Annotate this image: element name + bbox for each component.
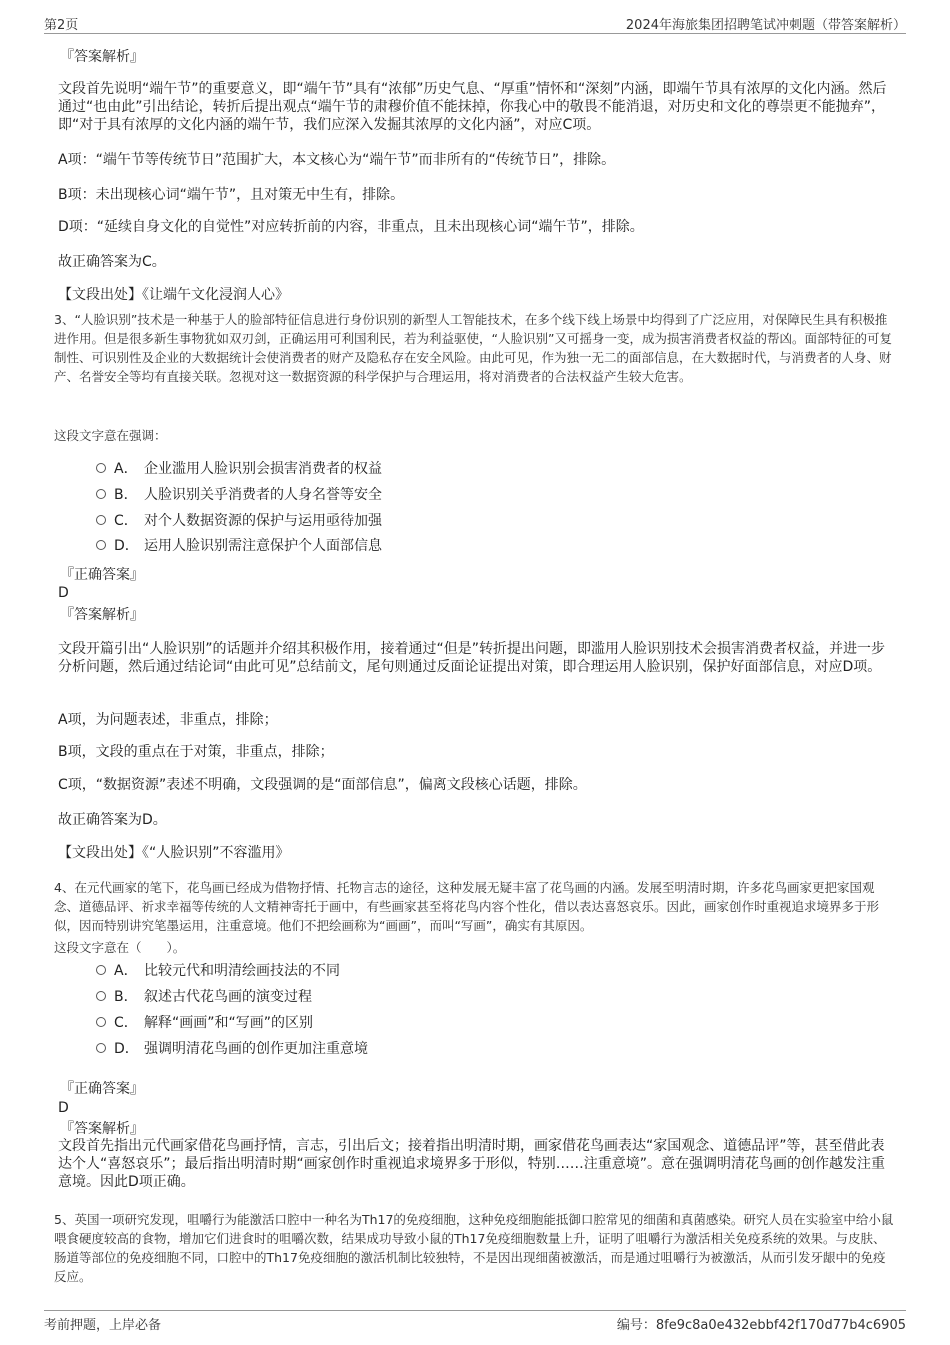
- footer-divider: [44, 1310, 906, 1311]
- q3-option-b-analysis: B项，文段的重点在于对策，非重点，排除；: [58, 744, 334, 760]
- q3-option-a-analysis: A项，为问题表述，非重点，排除；: [58, 712, 278, 728]
- q3-source: 【文段出处】《“人脸识别”不容滥用》: [58, 845, 290, 861]
- q2-source: 【文段出处】《让端午文化浸润人心》: [58, 287, 289, 303]
- document-code: 编号：8fe9c8a0e432ebbf42f170d77b4c6905: [616, 1318, 906, 1333]
- radio-icon[interactable]: [96, 515, 106, 525]
- q3-option-c-analysis: C项，“数据资源”表述不明确，文段强调的是“面部信息”，偏离文段核心话题，排除。: [58, 777, 587, 793]
- q3-analysis-text: 文段开篇引出“人脸识别”的话题并介绍其积极作用，接着通过“但是”转折提出问题，即滥用人脸识别技术会损害消费者权益，并进一步分析问题，然后通过结论词“由此可见”总结前文，尾句则通过反面论证提出对策，即合理运用人脸识别，保护好面部信息，对应D项。: [58, 641, 886, 675]
- q2-option-d-analysis: D项：“延续自身文化的自觉性”对应转折前的内容，非重点，且未出现核心词“端午节”，排除。: [58, 219, 644, 235]
- q2-analysis-text: 文段首先说明“端午节”的重要意义，即“端午节”具有“浓郁”历史气息、“厚重”情怀和“深刻”内涵，即端午节具有浓厚的文化内涵。然后通过“也由此”引出结论，转折后提出观点“端午节的肃穆价值不能抹掉，你我心中的敬畏不能消退，对历史和文化的尊崇更不能抛弃”，即“对于具有浓厚的文化内涵的端午节，我们应深入发掘其浓厚的文化内涵”，对应C项。: [58, 81, 887, 133]
- footer-slogan: 考前押题，上岸必备: [44, 1318, 162, 1333]
- header-divider: [44, 33, 906, 34]
- q4-question: 这段文字意在（ ）。: [54, 940, 186, 955]
- q4-option-d[interactable]: D． 强调明清花鸟画的创作更加注重意境: [96, 1040, 368, 1058]
- q2-option-b-analysis: B项：未出现核心词“端午节”，且对策无中生有，排除。: [58, 187, 405, 203]
- q2-analysis-label: 『答案解析』: [60, 49, 144, 65]
- q3-conclusion: 故正确答案为D。: [58, 812, 167, 828]
- radio-icon[interactable]: [96, 991, 106, 1001]
- q5-stem: 5、英国一项研究发现，咀嚼行为能激活口腔中一种名为Th17的免疫细胞，这种免疫细胞能抵御口腔常见的细菌和真菌感染。研究人员在实验室中给小鼠喂食硬度较高的食物，增加它们进食时的咀嚼次数，结果成功导致小鼠的Th17免疫细胞数量上升，证明了咀嚼行为激活相关免疫系统的效果。与皮肤、肠道等部位的免疫细胞不同，口腔中的Th17免疫细胞的激活机制比较独特，不是因出现细菌被激活，而是通过咀嚼行为被激活，从而引发牙龈中的免疫反应。: [54, 1212, 894, 1284]
- page-number: 第2页: [44, 18, 79, 33]
- q3-stem: 3、“人脸识别”技术是一种基于人的脸部特征信息进行身份识别的新型人工智能技术，在多个线下线上场景中均得到了广泛应用，对保障民生具有积极推进作用。但是很多新生事物犹如双刃剑，正确运用可利国利民，若为利益驱使，“人脸识别”又可摇身一变，成为损害消费者权益的帮凶。面部特征的可复制性、可识别性及企业的大数据统计会使消费者的财产及隐私存在安全风险。由此可见，作为独一无二的面部信息，在大数据时代，与消费者的人身、财产、名誉安全等均有直接关联。忽视对这一数据资源的科学保护与合理运用，将对消费者的合法权益产生较大危害。: [54, 312, 892, 384]
- q3-question: 这段文字意在强调：: [54, 428, 167, 443]
- q4-answer: D: [58, 1100, 69, 1116]
- q3-answer: D: [58, 585, 69, 601]
- q3-option-d[interactable]: D． 运用人脸识别需注意保护个人面部信息: [96, 537, 382, 555]
- radio-icon[interactable]: [96, 540, 106, 550]
- radio-icon[interactable]: [96, 1017, 106, 1027]
- q3-option-b[interactable]: B． 人脸识别关乎消费者的人身名誉等安全: [96, 486, 382, 504]
- radio-icon[interactable]: [96, 489, 106, 499]
- document-title: 2024年海旅集团招聘笔试冲刺题（带答案解析）: [625, 18, 906, 33]
- q2-option-a-analysis: A项：“端午节等传统节日”范围扩大，本文核心为“端午节”而非所有的“传统节日”，排除。: [58, 152, 616, 168]
- q3-analysis-label: 『答案解析』: [60, 607, 144, 623]
- q4-answer-label: 『正确答案』: [60, 1081, 144, 1097]
- radio-icon[interactable]: [96, 1043, 106, 1053]
- radio-icon[interactable]: [96, 463, 106, 473]
- q4-analysis-label: 『答案解析』: [60, 1121, 144, 1137]
- q4-stem: 4、在元代画家的笔下，花鸟画已经成为借物抒情、托物言志的途径，这种发展无疑丰富了花鸟画的内涵。发展至明清时期，许多花鸟画家更把家国观念、道德品评、祈求幸福等传统的人文精神寄托于画中，有些画家甚至将花鸟内容个性化，借以表达喜怒哀乐。因此，画家创作时重视追求境界多于形似，因而特别讲究笔墨运用，注重意境。他们不把绘画称为“画画”，而叫“写画”，确实有其原因。: [54, 880, 880, 933]
- q4-option-c[interactable]: C． 解释“画画”和“写画”的区别: [96, 1014, 313, 1032]
- q3-option-a[interactable]: A． 企业滥用人脸识别会损害消费者的权益: [96, 460, 382, 478]
- q2-conclusion: 故正确答案为C。: [58, 254, 166, 270]
- q3-option-c[interactable]: C． 对个人数据资源的保护与运用亟待加强: [96, 512, 382, 530]
- radio-icon[interactable]: [96, 965, 106, 975]
- q4-option-b[interactable]: B． 叙述古代花鸟画的演变过程: [96, 988, 312, 1006]
- q4-option-a[interactable]: A． 比较元代和明清绘画技法的不同: [96, 962, 340, 980]
- q3-answer-label: 『正确答案』: [60, 567, 144, 583]
- q4-analysis-text: 文段首先指出元代画家借花鸟画抒情，言志，引出后文；接着指出明清时期，画家借花鸟画表达“家国观念、道德品评”等，甚至借此表达个人“喜怒哀乐”；最后指出明清时期“画家创作时重视追求境界多于形似，特别……注重意境”。意在强调明清花鸟画的创作越发注重意境。因此D项正确。: [58, 1138, 886, 1190]
